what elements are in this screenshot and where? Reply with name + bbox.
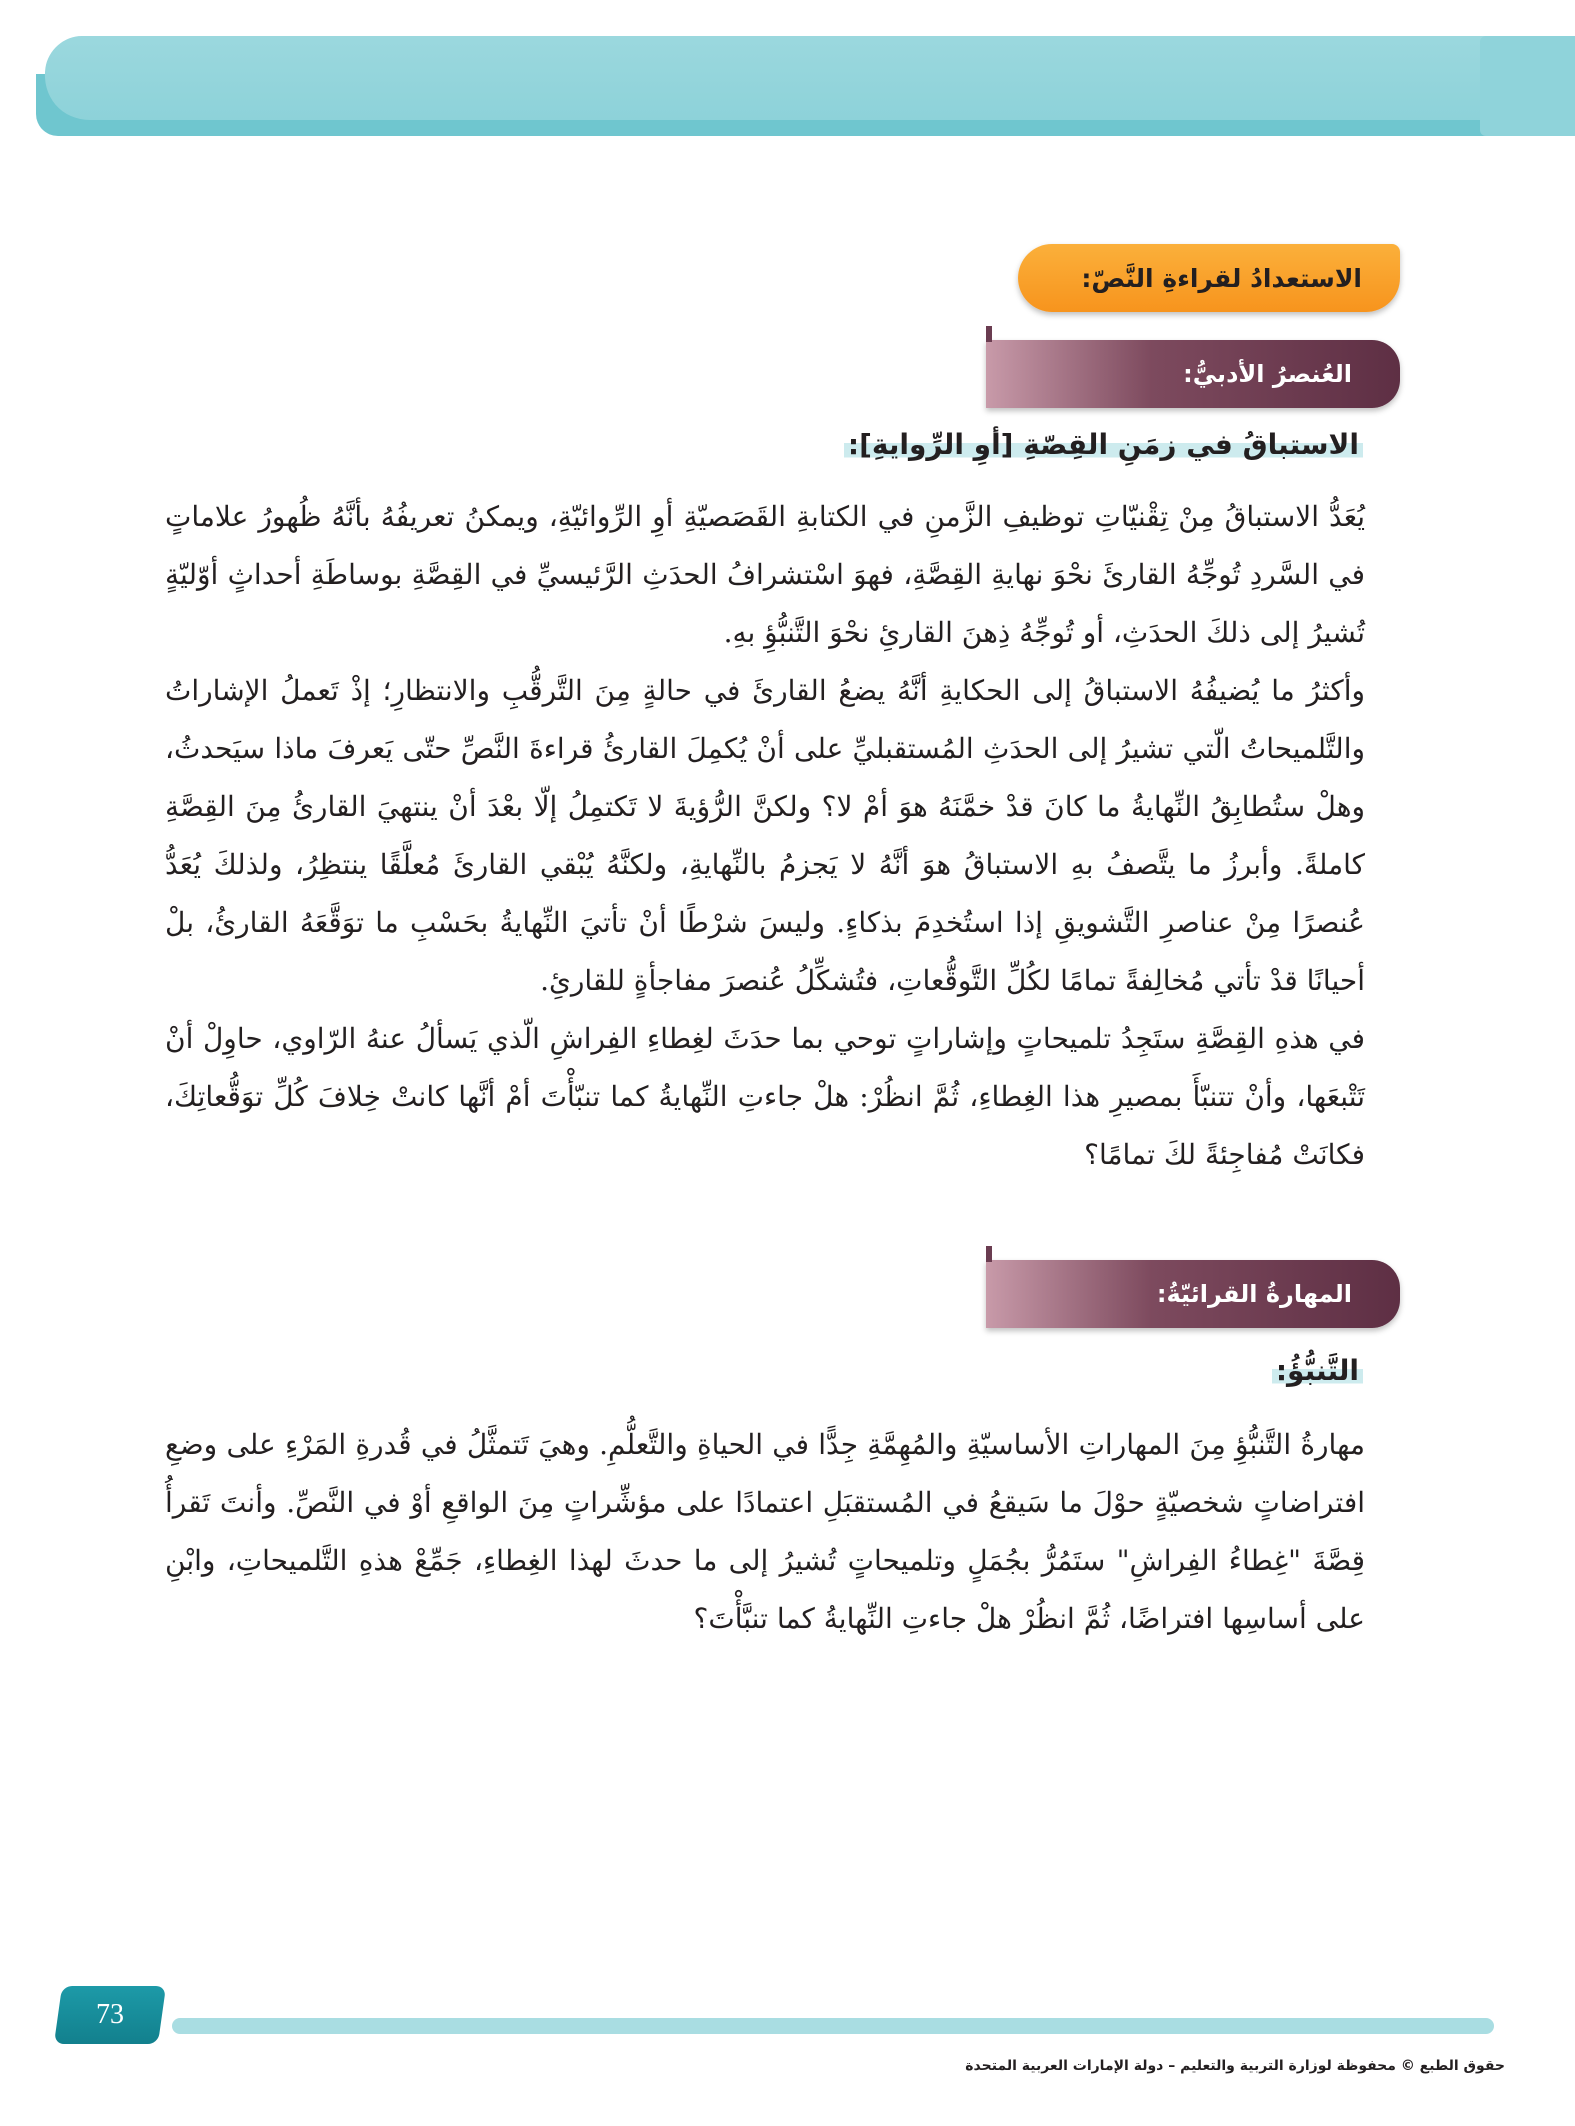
page-number-tab [54,1986,166,2044]
reading-skill-label: المهارةُ القرائيّةُ: [1156,1280,1352,1308]
literary-element-bar [986,340,1400,408]
paragraph: يُعَدُّ الاستباقُ مِنْ تِقْنيّاتِ توظيفِ الزَّمنِ في الكتابةِ القَصَصيّةِ أوِ الرِّوائيّةِ، ويمكنُ تعريفُهُ بأنَّهُ ظُهورُ علاماتٍ في السَّردِ تُوجِّهُ القارئَ نحْوَ نهايةِ القِصَّةِ، فهوَ اسْتشرافُ الحدَثِ الرَّئيسيِّ في القِصَّةِ بوساطَةِ أحداثٍ أوّليّةٍ تُشيرُ إلى ذلكَ الحدَثِ، أو تُوجِّهُ ذِهنَ القارئِ نحْوَ التَّنبُّؤِ بهِ. [165,500,1365,649]
literary-text-block [165,488,1365,1184]
section-heading-pill [1018,244,1400,312]
literary-subheading: الاستباقُ في زمَنِ القِصّةِ [أوِ الرِّوايةِ]: [844,428,1363,461]
literary-element-label: العُنصرُ الأدبيُّ: [1183,360,1352,388]
paragraph: مهارةُ التَّنبُّؤِ مِنَ المهاراتِ الأساسيّةِ والمُهِمَّةِ جِدًّا في الحياةِ والتَّعلُّمِ. وهيَ تَتمثَّلُ في قُدرةِ المَرْءِ على وضعِ افتراضاتٍ شخصيّةٍ حوْلَ ما سَيقعُ في المُستقبَلِ اعتمادًا على مؤشِّراتٍ مِنَ الواقعِ أوْ في النَّصِّ. وأنتَ تَقرأُ قِصَّةَ "غِطاءُ الفِراشِ" ستَمُرُّ بجُمَلٍ وتلميحاتٍ تُشيرُ إلى ما حدثَ لهذا الغِطاءِ، جَمِّعْ هذهِ التَّلميحاتِ، وابْنِ على أساسِها افتراضًا، ثُمَّ انظُرْ هلْ جاءتِ النِّهايةُ كما تنبَّأْتَ؟ [165,1428,1365,1635]
top-banner [38,36,1572,120]
page-number: 73 [96,1999,124,2030]
copyright-notice: حقوق الطبع © محفوظة لوزارة التربية والتعليم – دولة الإمارات العربية المتحدة [965,2058,1505,2074]
reading-skill-bar [986,1260,1400,1328]
paragraph: في هذهِ القِصَّةِ ستَجِدُ تلميحاتٍ وإشاراتٍ توحي بما حدَثَ لغِطاءِ الفِراشِ الّذي يَسألُ عنهُ الرّاوي، حاوِلْ أنْ تَتْبعَها، وأنْ تتنبّأَ بمصيرِ هذا الغِطاءِ، ثُمَّ انظُرْ: هلْ جاءتِ النِّهايةُ كما تنبّأْتَ أمْ أنَّها كانتْ خِلافَ كُلِّ توَقُّعاتِكَ، فكانَتْ مُفاجِئةً لكَ تمامًا؟ [165,1022,1365,1171]
section-heading: الاستعدادُ لقراءةِ النَّصّ: [1081,263,1362,293]
reading-skill-subheading: التَّنبُّؤُ: [1272,1354,1363,1387]
paragraph: وأكثرُ ما يُضيفُهُ الاستباقُ إلى الحكايةِ أنَّهُ يضعُ القارئَ في حالةٍ مِنَ التَّرقُّبِ والانتظارِ؛ إذْ تَعملُ الإشاراتُ والتَّلميحاتُ الّتي تشيرُ إلى الحدَثِ المُستقبليِّ على أنْ يُكمِلَ القارئُ قراءةَ النَّصِّ حتّى يَعرفَ ماذا سيَحدثُ، وهلْ ستُطابِقُ النِّهايةُ ما كانَ قدْ خمَّنَهُ هوَ أمْ لا؟ ولكنَّ الرُّؤيةَ لا تَكتمِلُ إلّا بعْدَ أنْ ينتهيَ القارئُ مِنَ القِصَّةِ كاملةً. وأبرزُ ما يتَّصفُ بهِ الاستباقُ هوَ أنَّهُ لا يَجزمُ بالنِّهايةِ، ولكنَّهُ يُبْقي القارئَ مُعلَّقًا ينتظِرُ، ولذلكَ يُعَدُّ عُنصرًا مِنْ عناصرِ التَّشويقِ إذا استُخدِمَ بذكاءٍ. وليسَ شرْطًا أنْ تأتيَ النِّهايةُ بحَسْبِ ما توَقَّعَهُ القارئُ، بلْ أحيانًا قدْ تأتي مُخالِفةً تمامًا لكُلِّ التَّوقُّعاتِ، فتُشكِّلُ عُنصرَ مفاجأةٍ للقارئِ. [165,674,1365,997]
footer-line [172,2018,1494,2034]
reading-skill-text-block [165,1416,1365,1648]
top-banner-edge [1480,36,1575,136]
